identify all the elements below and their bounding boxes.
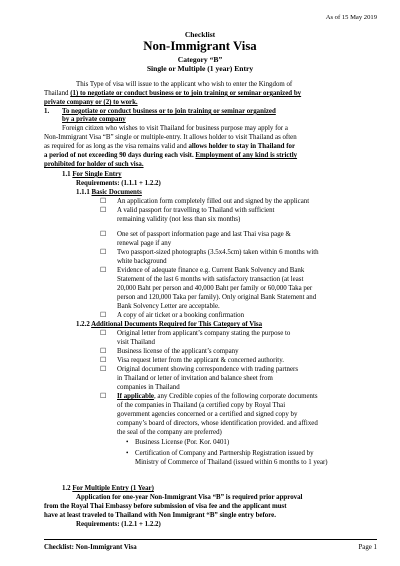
list-item: Evidence of adequate finance e.g. Current Bank Solvency and Bank bbox=[117, 267, 305, 274]
list-item: A valid passport for travelling to Thailand with sufficient bbox=[117, 207, 275, 214]
checkbox-icon: ☐ bbox=[100, 207, 107, 214]
list-item: Original letter from applicant’s company stating the purpose to bbox=[117, 330, 291, 337]
entry-type: Single or Multiple (1 year) Entry bbox=[146, 64, 254, 73]
paragraph-line: from the Royal Thai Embassy before submission of visa fee and the applicant must bbox=[44, 503, 287, 510]
checkbox-icon: ☐ bbox=[100, 348, 107, 355]
intro-purpose: private company or (2) to work. bbox=[44, 99, 138, 106]
list-item: 20,000 Baht per person and 40,000 Baht per family or 60,000 Taka per bbox=[117, 285, 313, 292]
list-item: in Thailand or letter of invitation and balance sheet from bbox=[117, 375, 273, 382]
if-applicable-label: If applicable bbox=[117, 393, 154, 400]
bullet-item: Ministry of Commerce of Thailand (issued within 6 months to 1 year) bbox=[135, 459, 328, 466]
subsection-heading bbox=[62, 485, 154, 493]
list-item: remaining validity (not less than six months) bbox=[117, 216, 241, 223]
checkbox-icon: ☐ bbox=[100, 330, 107, 337]
requirements: Requirements: (1.1.1 + 1.2.2) bbox=[76, 180, 161, 187]
paragraph-emphasis: allows holder to stay in Thailand for bbox=[188, 143, 296, 150]
requirements: Requirements: (1.2.1 + 1.2.2) bbox=[76, 521, 161, 528]
paragraph-line bbox=[44, 143, 295, 151]
paragraph-line: Application for one-year Non-Immigrant Visa “B” is required prior approval bbox=[76, 494, 303, 501]
list-item bbox=[117, 393, 318, 401]
paragraph-emphasis: a period of not exceeding 90 days during each visit bbox=[44, 152, 192, 159]
intro-line: This Type of visa will issue to the applicant who wish to enter the Kingdom of bbox=[76, 81, 293, 88]
doc-title: Non-Immigrant Visa bbox=[143, 39, 257, 53]
subsection-title: For Multiple Entry (1 Year) bbox=[72, 485, 154, 492]
list-item: companies in Thailand bbox=[117, 384, 180, 391]
bullet-icon: • bbox=[126, 450, 129, 457]
checkbox-icon: ☐ bbox=[100, 267, 107, 274]
paragraph-warning: Employment of any kind is strictly bbox=[195, 152, 298, 159]
paragraph-line: Foreign citizen who wishes to visit Thailand for business purpose may apply for a bbox=[62, 125, 288, 132]
subsection-title: For Single Entry bbox=[72, 171, 122, 178]
checkbox-icon: ☐ bbox=[100, 357, 107, 364]
checkbox-icon: ☐ bbox=[100, 249, 107, 256]
section-heading: To negotiate or conduct business or to join training or seminar organized bbox=[62, 108, 276, 115]
subsection-number: 1.2.2 bbox=[76, 321, 92, 328]
section-number: 1. bbox=[44, 108, 50, 115]
footer-title: Checklist: Non-Immigrant Visa bbox=[44, 544, 137, 551]
page-footer bbox=[44, 539, 377, 551]
subsection-number: 1.1 bbox=[62, 171, 73, 178]
intro-purpose: (1) to negotiate or conduct business or to join training or seminar organized by bbox=[70, 90, 302, 97]
page-number: Page 1 bbox=[358, 544, 377, 551]
checkbox-icon: ☐ bbox=[100, 231, 107, 238]
paragraph-line: Non-Immigrant Visa “B” single or multiple-entry. It allows holder to visit Thailand as often bbox=[44, 134, 297, 141]
checkbox-icon: ☐ bbox=[100, 393, 107, 400]
subsection-heading bbox=[62, 171, 122, 179]
subsection-number: 1.2 bbox=[62, 485, 73, 492]
list-item: government agencies concerned or a certified and signed copy by bbox=[117, 411, 298, 418]
list-item: Two passport-sized photographs (3.5x4.5cm) taken within 6 months with bbox=[117, 249, 319, 256]
visa-category: Category “B” bbox=[177, 55, 223, 64]
list-item: person and 120,000 Taka per family). Only original Bank Statement and bbox=[117, 294, 317, 301]
checkbox-icon: ☐ bbox=[100, 366, 107, 373]
list-item: Bank Solvency Letter are acceptable. bbox=[117, 303, 220, 310]
list-item: visit Thailand bbox=[117, 339, 155, 346]
list-item: Visa request letter from the applicant & concerned authority. bbox=[117, 357, 284, 364]
list-item: An application form completely filled out and signed by the applicant bbox=[117, 198, 310, 205]
date-stamp: As of 15 May 2019 bbox=[325, 14, 377, 21]
subsection-heading bbox=[76, 189, 142, 197]
intro-line bbox=[44, 90, 301, 98]
subsection-title: Basic Documents bbox=[91, 189, 142, 196]
list-item: of the companies in Thailand (a certified copy by Royal Thai bbox=[117, 402, 286, 409]
list-item: the seal of the company are preferred) bbox=[117, 429, 222, 436]
bullet-icon: • bbox=[126, 439, 129, 446]
paragraph-line bbox=[44, 152, 297, 160]
list-item: Statement of the last 6 months with satisfactory transaction (at least bbox=[117, 276, 304, 283]
list-item: One set of passport information page and last Thai visa page & bbox=[117, 231, 291, 238]
section-heading: by a private company bbox=[62, 116, 126, 123]
list-item: A copy of air ticket or a booking confirmation bbox=[117, 312, 245, 319]
list-item: Original document showing correspondence with trading partners bbox=[117, 366, 299, 373]
subsection-heading bbox=[76, 321, 262, 329]
list-item: renewal page if any bbox=[117, 240, 172, 247]
paragraph-text: . bbox=[191, 152, 196, 159]
list-item: Business license of the applicant’s company bbox=[117, 348, 239, 355]
subsection-title: Additional Documents Required for This Category of Visa bbox=[91, 321, 263, 328]
paragraph-warning: prohibited for holder of such visa. bbox=[44, 161, 144, 168]
paragraph-line: have at least traveled to Thailand with Non Immigrant “B” single entry before. bbox=[44, 512, 276, 519]
doc-label: Checklist bbox=[184, 30, 216, 39]
list-item-text: , any Credible copies of the following corporate documents bbox=[153, 393, 318, 400]
checkbox-icon: ☐ bbox=[100, 198, 107, 205]
bullet-item: Business License (Por. Kor. 0401) bbox=[135, 439, 230, 446]
list-item: company’s board of directors, whose identification provided. and affixed bbox=[117, 420, 318, 427]
paragraph-text: as required for as long as the visa remains valid and bbox=[44, 143, 189, 150]
subsection-number: 1.1.1 bbox=[76, 189, 92, 196]
checkbox-icon: ☐ bbox=[100, 312, 107, 319]
intro-text: Thailand bbox=[44, 90, 71, 97]
bullet-item: Certification of Company and Partnership Registration issued by bbox=[135, 450, 314, 457]
list-item: white background bbox=[117, 258, 167, 265]
